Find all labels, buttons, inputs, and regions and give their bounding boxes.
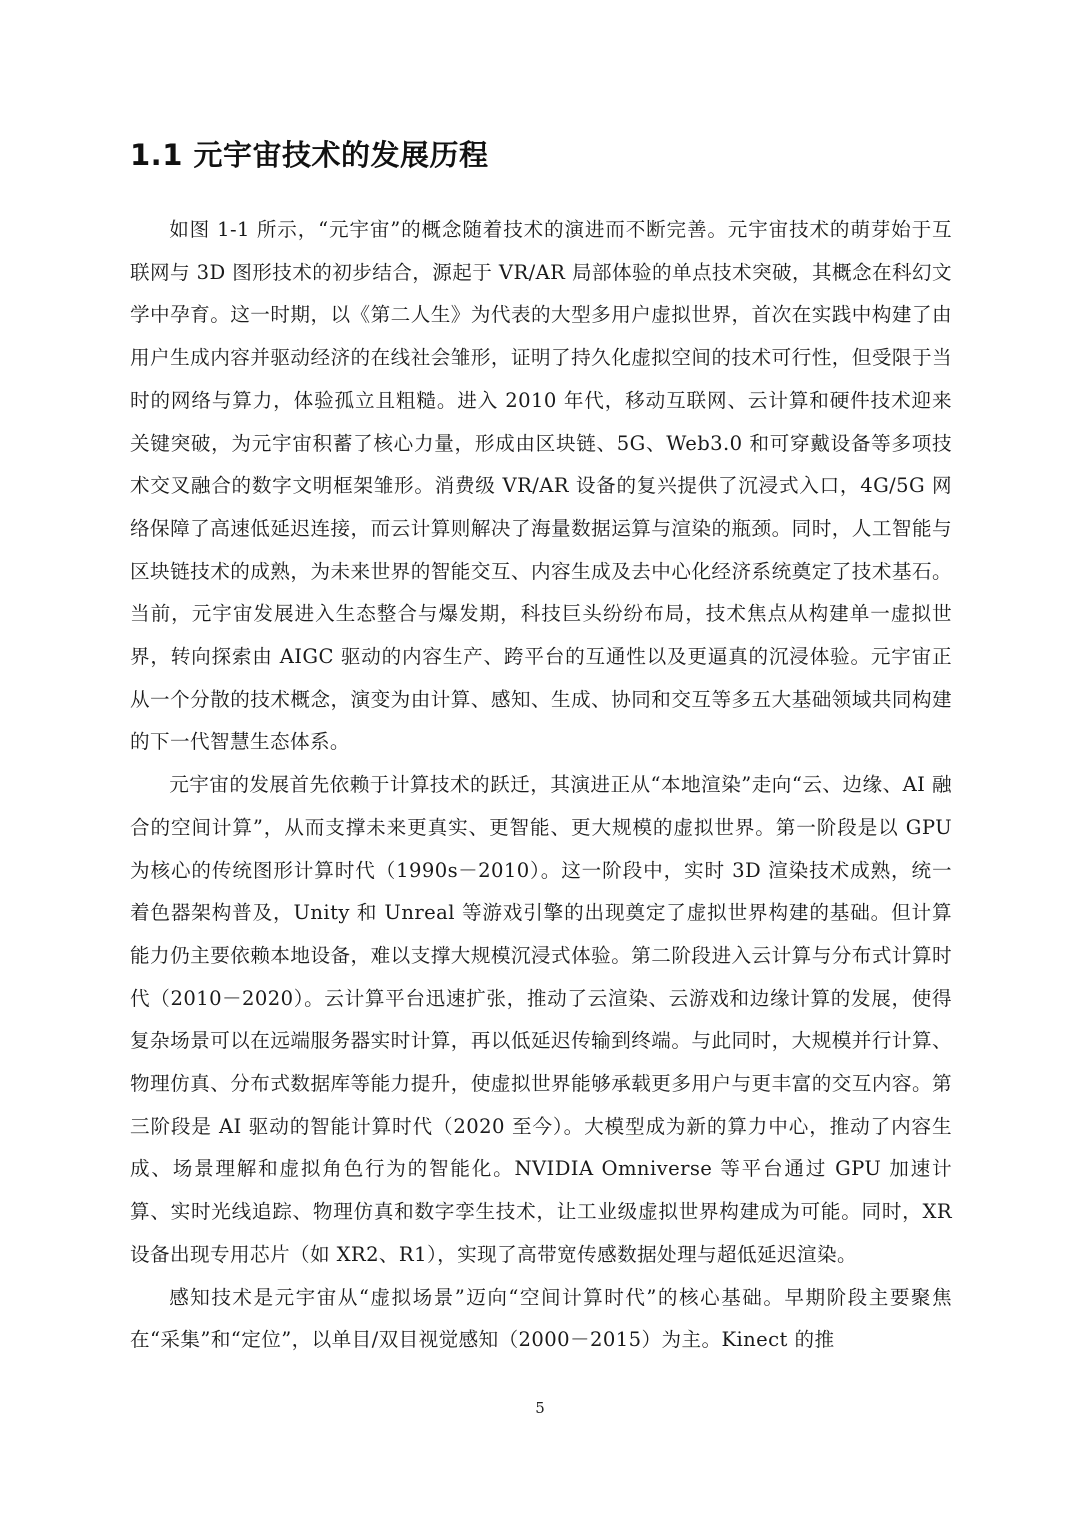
paragraph-perception: 感知技术是元宇宙从“虚拟场景”迈向“空间计算时代”的核心基础。早期阶段主要聚焦在“采集”和“定位”，以单目/双目视觉感知（2000－2015）为主。Kinect 的推: [130, 1285, 952, 1352]
section-heading: 1.1 元宇宙技术的发展历程: [130, 138, 489, 172]
paragraph-computing: 元宇宙的发展首先依赖于计算技术的跃迁，其演进正从“本地渲染”走向“云、边缘、AI 融合的空间计算”，从而支撑未来更真实、更智能、更大规模的虚拟世界。第一阶段是以 GPU 为核心的传统图形计算时代（1990s－2010）。这一阶段中，实时 3D 渲染技术成熟，统一着色器架构普及，Unity 和 Unreal 等游戏引擎的出现奠定了虚拟世界构建的基础。但计算能力仍主要依赖本地设备，难以支撑大规模沉浸式体验。第二阶段进入云计算与分布式计算时代（2010－2020）。云计算平台迅速扩张，推动了云渲染、云游戏和边缘计算的发展，使得复杂场景可以在远端服务器实时计算，再以低延迟传输到终端。与此同时，大规模并行计算、物理仿真、分布式数据库等能力提升，使虚拟世界能够承载更多用户与更丰富的交互内容。第三阶段是 AI 驱动的智能计算时代（2020 至今）。大模型成为新的算力中心，推动了内容生成、场景理解和虚拟角色行为的智能化。NVIDIA Omniverse 等平台通过 GPU 加速计算、实时光线追踪、物理仿真和数字孪生技术，让工业级虚拟世界构建成为可能。同时，XR 设备出现专用芯片（如 XR2、R1），实现了高带宽传感数据处理与超低延迟渲染。: [130, 773, 952, 1266]
page-number: 5: [535, 1399, 545, 1417]
paragraph-overview: 如图 1-1 所示，“元宇宙”的概念随着技术的演进而不断完善。元宇宙技术的萌芽始于互联网与 3D 图形技术的初步结合，源起于 VR/AR 局部体验的单点技术突破，其概念在科幻文学中孕育。这一时期，以《第二人生》为代表的大型多用户虚拟世界，首次在实践中构建了由用户生成内容并驱动经济的在线社会雏形，证明了持久化虚拟空间的技术可行性，但受限于当时的网络与算力，体验孤立且粗糙。进入 2010 年代，移动互联网、云计算和硬件技术迎来关键突破，为元宇宙积蓄了核心力量，形成由区块链、5G、Web3.0 和可穿戴设备等多项技术交叉融合的数字文明框架雏形。消费级 VR/AR 设备的复兴提供了沉浸式入口，4G/5G 网络保障了高速低延迟连接，而云计算则解决了海量数据运算与渲染的瓶颈。同时，人工智能与区块链技术的成熟，为未来世界的智能交互、内容生成及去中心化经济系统奠定了技术基石。当前，元宇宙发展进入生态整合与爆发期，科技巨头纷纷布局，技术焦点从构建单一虚拟世界，转向探索由 AIGC 驱动的内容生产、跨平台的互通性以及更逼真的沉浸体验。元宇宙正从一个分散的技术概念，演变为由计算、感知、生成、协同和交互等多五大基础领域共同构建的下一代智慧生态体系。: [130, 218, 952, 754]
body-text: [130, 209, 952, 1362]
